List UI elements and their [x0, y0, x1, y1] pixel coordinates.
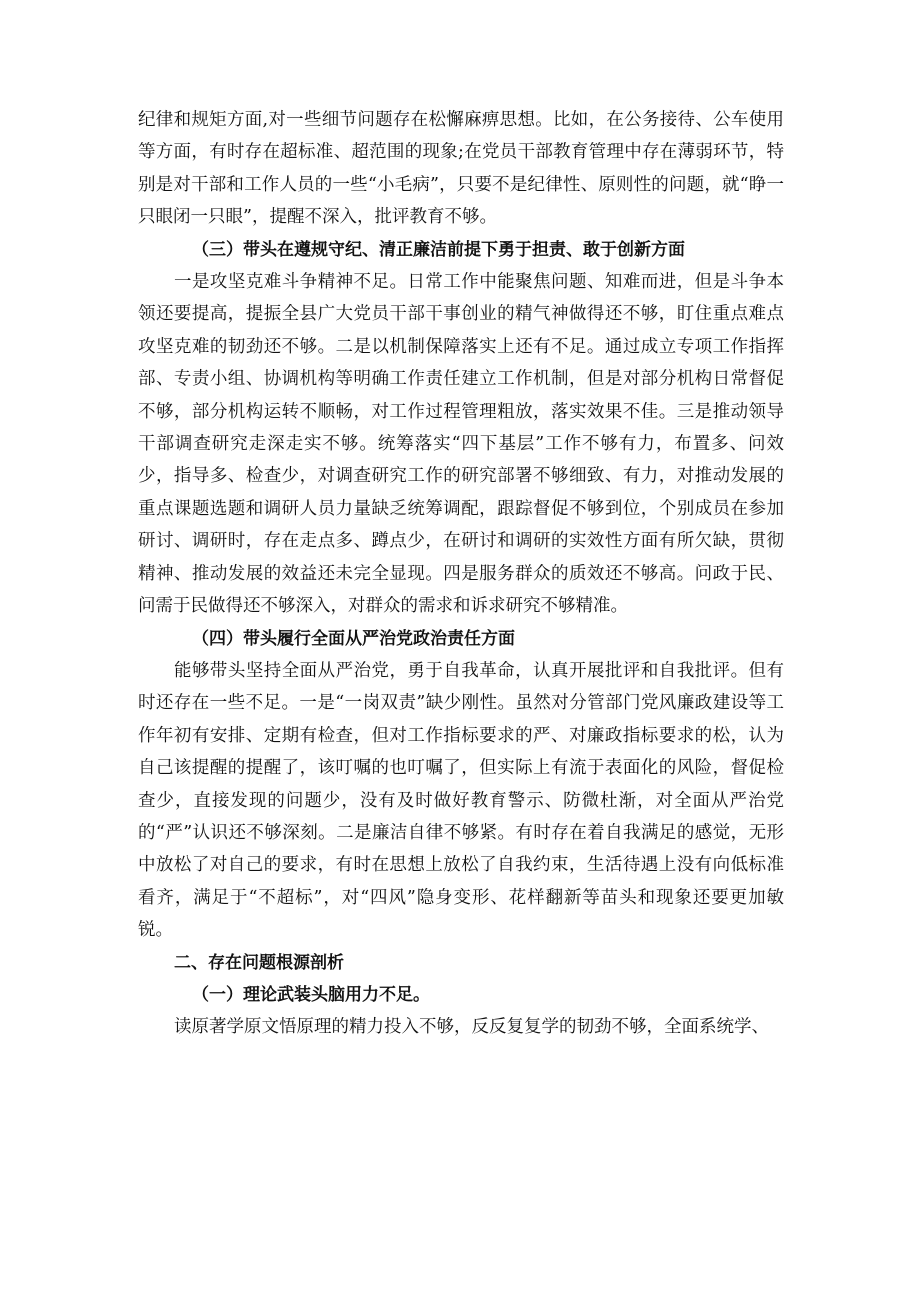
paragraph-section-4-body: 能够带头坚持全面从严治党，勇于自我革命，认真开展批评和自我批评。但有时还存在一些不足。一是“一岗双责”缺少刚性。虽然对分管部门党风廉政建设等工作年初有安排、定期有检查，但对工作指标要求的严、对廉政指标要求的松，认为自己该提醒的提醒了，该叮嘱的也叮嘱了，但实际上有流于表面化的风险，督促检查少，直接发现的问题少，没有及时做好教育警示、防微杜渐，对全面从严治党的“严”认识还不够深刻。二是廉洁自律不够紧。有时存在着自我满足的感觉，无形中放松了对自己的要求，有时在思想上放松了自我约束，生活待遇上没有向低标准看齐，满足于“不超标”，对“四风”隐身变形、花样翻新等苗头和现象还要更加敏锐。 — [138, 660, 784, 941]
document-body — [138, 104, 784, 1044]
paragraph-part-2-item-1-body: 读原著学原文悟原理的精力投入不够，反反复复学的韧劲不够，全面系统学、 — [174, 1017, 769, 1038]
paragraph-section-3-body: 一是攻坚克难斗争精神不足。日常工作中能聚焦问题、知难而进，但是斗争本领还要提高，提振全县广大党员干部干事创业的精气神做得还不够，盯住重点难点攻坚克难的韧劲还不够。二是以机制保障落实上还有不足。通过成立专项工作指挥部、专责小组、协调机构等明确工作责任建立工作机制，但是对部分机构日常督促不够，部分机构运转不顺畅，对工作过程管理粗放，落实效果不佳。三是推动领导干部调查研究走深走实不够。统筹落实“四下基层”工作不够有力，布置多、问效少，指导多、检查少，对调查研究工作的研究部署不够细致、有力，对推动发展的重点课题选题和调研人员力量缺乏统筹调配，跟踪督促不够到位，个别成员在参加研讨、调研时，存在走点多、蹲点少，在研讨和调研的实效性方面有所欠缺，贯彻精神、推动发展的效益还未完全显现。四是服务群众的质效还不够高。问政于民、问需于民做得还不够深入，对群众的需求和诉求研究不够精准。 — [138, 272, 784, 617]
heading-section-3: （三）带头在遵规守纪、清正廉洁前提下勇于担责、敢于创新方面 — [192, 239, 685, 260]
heading-part-2: 二、存在问题根源剖析 — [174, 952, 344, 973]
heading-section-4: （四）带头履行全面从严治党政治责任方面 — [192, 628, 515, 649]
heading-part-2-item-1: （一）理论武装头脑用力不足。 — [192, 984, 430, 1005]
paragraph-discipline-rules: 纪律和规矩方面,对一些细节问题存在松懈麻痹思想。比如，在公务接待、公车使用等方面，有时存在超标准、超范围的现象;在党员干部教育管理中存在薄弱环节，特别是对干部和工作人员的一些“小毛病”，只要不是纪律性、原则性的问题，就“睁一只眼闭一只眼”，提醒不深入，批评教育不够。 — [138, 110, 784, 228]
